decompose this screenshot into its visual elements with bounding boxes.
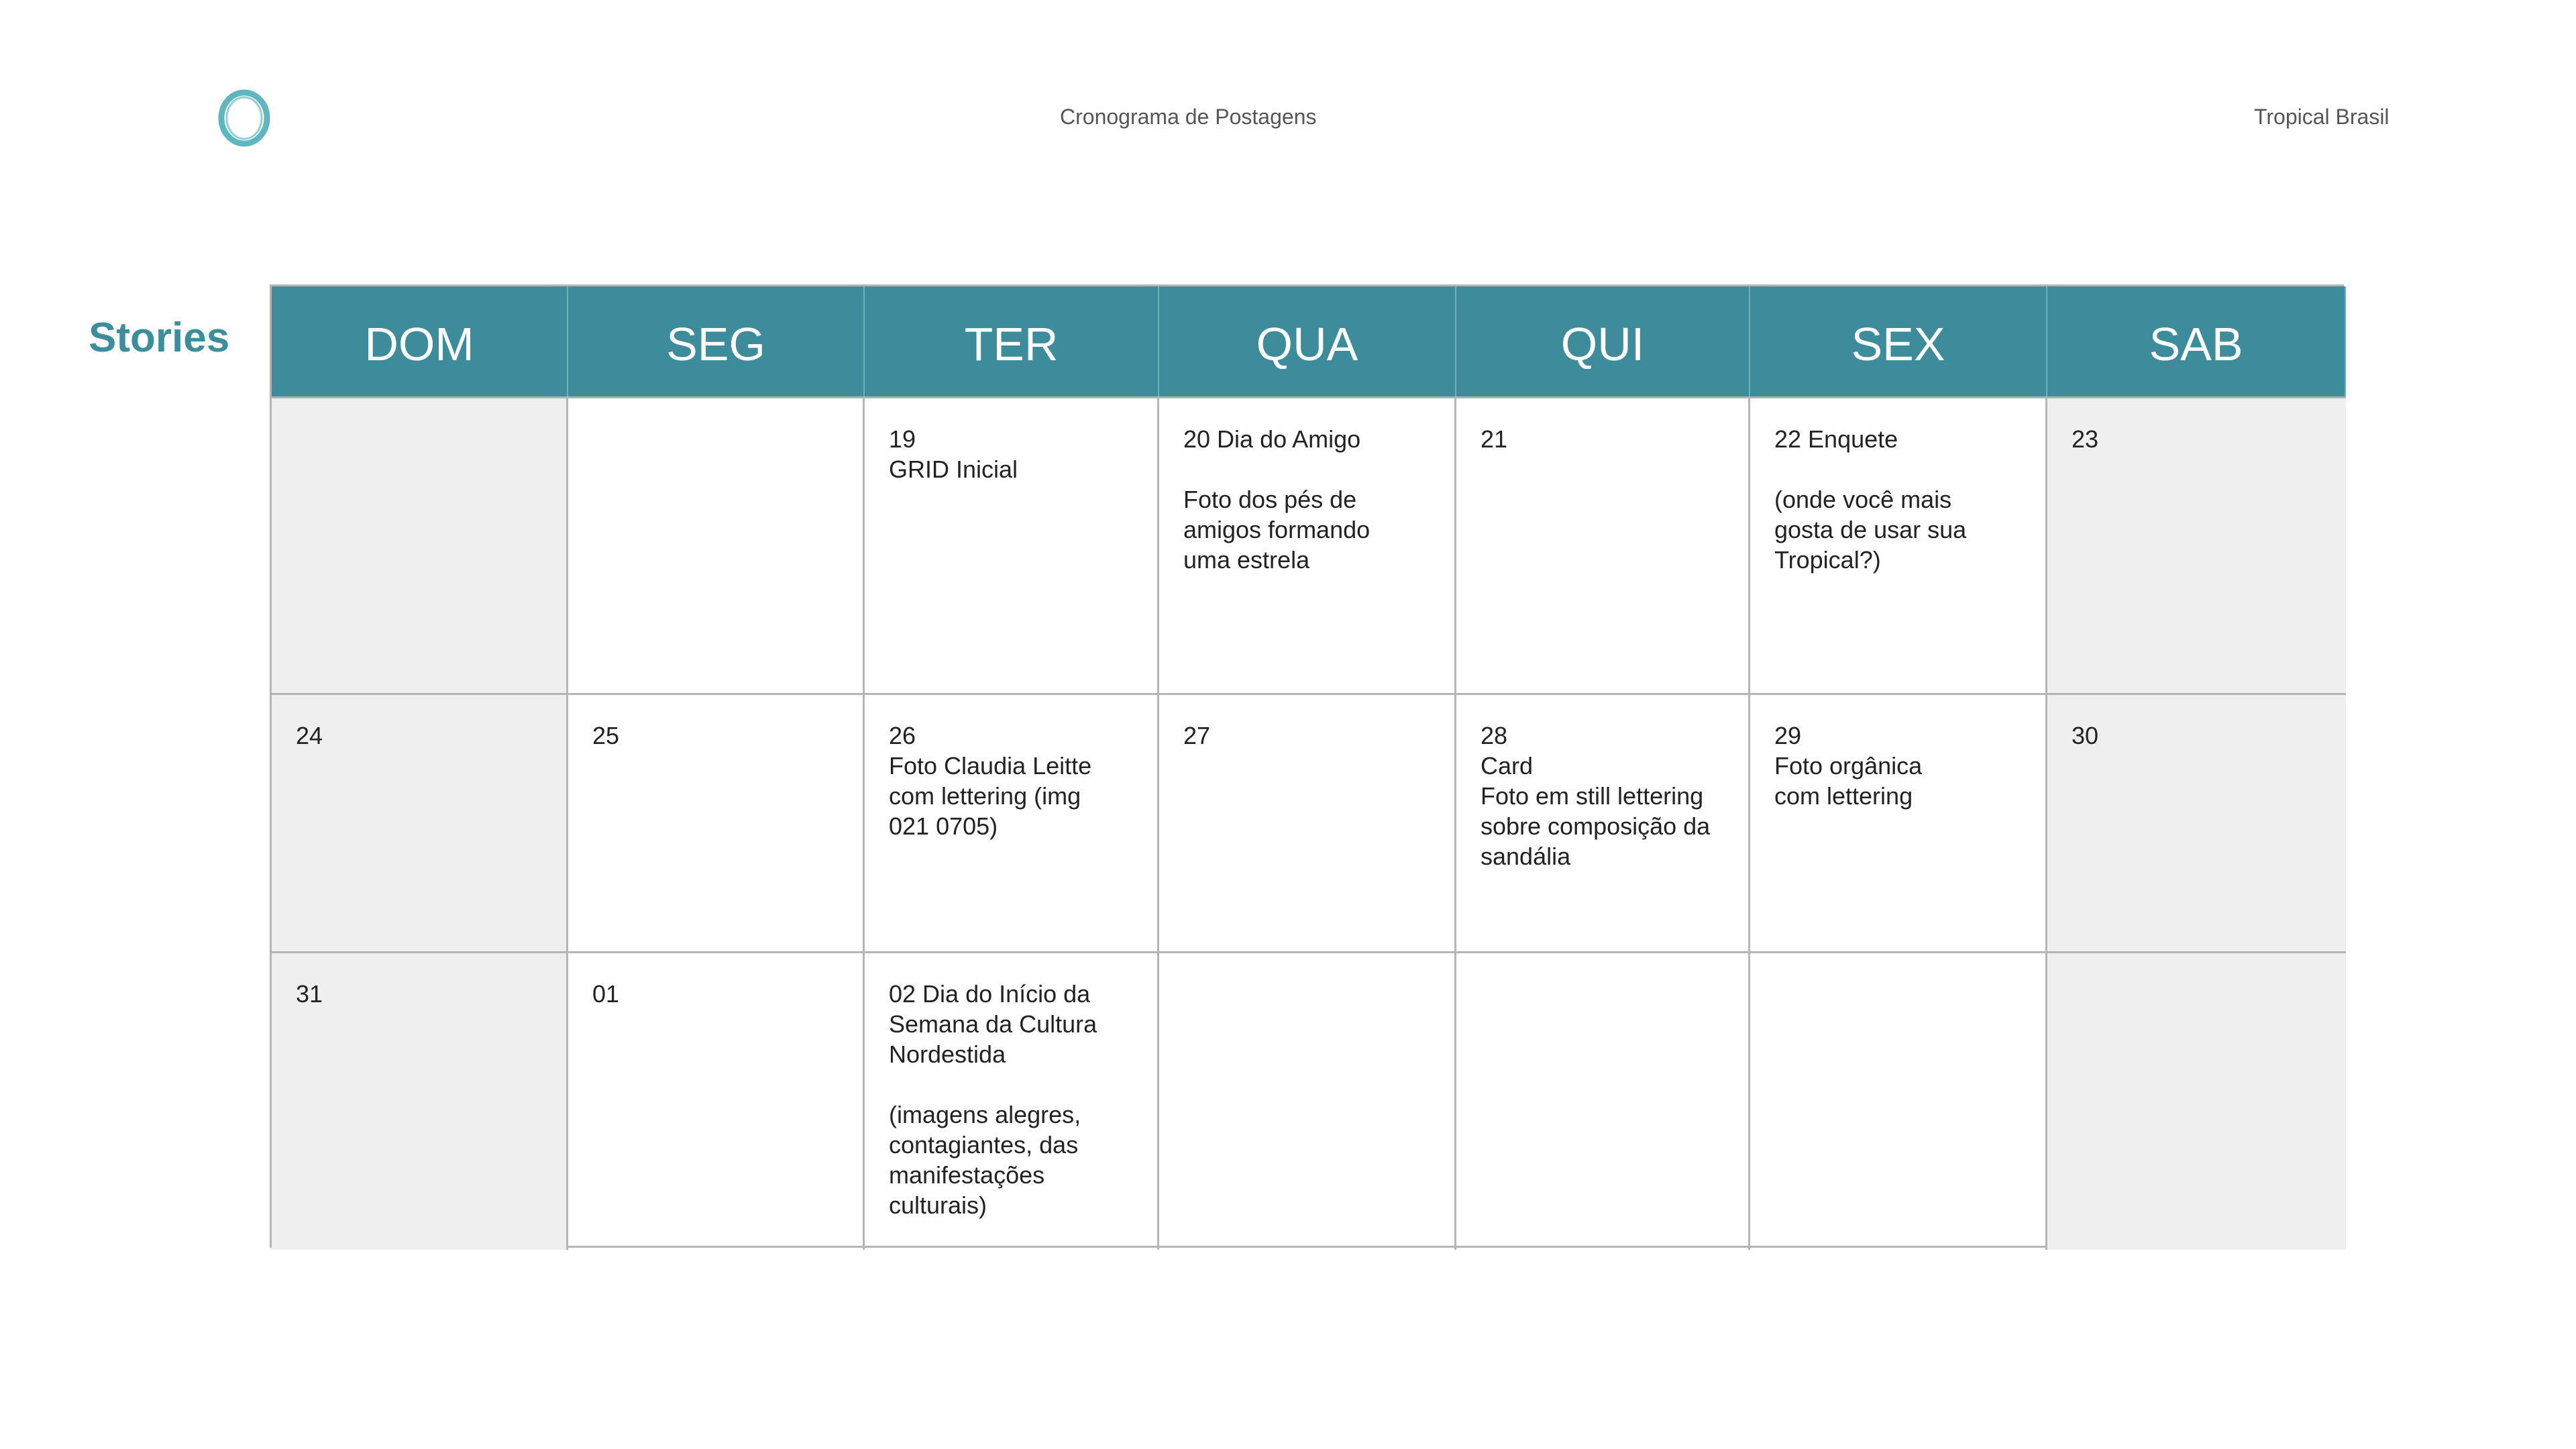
- calendar-cell: [2047, 951, 2346, 1250]
- calendar-cell: [568, 396, 865, 693]
- document-title: Cronograma de Postagens: [1060, 105, 1317, 129]
- calendar-cell: [1456, 951, 1750, 1250]
- calendar-cell: 22 Enquete (onde você mais gosta de usar sua Tropical?): [1750, 396, 2047, 693]
- logo: [215, 89, 274, 148]
- calendar-cell: 26 Foto Claudia Leitte com lettering (img 021 0705): [865, 693, 1159, 951]
- calendar-cell: 27: [1159, 693, 1456, 951]
- calendar-cell: 28 Card Foto em still lettering sobre composição da sandália: [1456, 693, 1750, 951]
- calendar-cell: 21: [1456, 396, 1750, 693]
- calendar-cell: [1159, 951, 1456, 1250]
- day-header-qua: QUA: [1159, 286, 1456, 396]
- calendar-cell: 23: [2047, 396, 2346, 693]
- day-header-sex: SEX: [1750, 286, 2047, 396]
- calendar-cell: 25: [568, 693, 865, 951]
- day-header-dom: DOM: [272, 286, 568, 396]
- calendar-cell: 02 Dia do Início da Semana da Cultura Nordestida (imagens alegres, contagiantes, das manifestações culturais): [865, 951, 1159, 1250]
- calendar-cell: 20 Dia do Amigo Foto dos pés de amigos formando uma estrela: [1159, 396, 1456, 693]
- day-header-ter: TER: [865, 286, 1159, 396]
- calendar-cell: [1750, 951, 2047, 1250]
- section-label: Stories: [89, 315, 230, 361]
- calendar-cell: 30: [2047, 693, 2346, 951]
- calendar-cell: 24: [272, 693, 568, 951]
- day-header-qui: QUI: [1456, 286, 1750, 396]
- calendar-grid: [270, 284, 2344, 1248]
- calendar-cell: 29 Foto orgânica com lettering: [1750, 693, 2047, 951]
- day-header-seg: SEG: [568, 286, 865, 396]
- day-header-sab: SAB: [2047, 286, 2346, 396]
- calendar-cell: 19 GRID Inicial: [865, 396, 1159, 693]
- calendar-cell: 31: [272, 951, 568, 1250]
- calendar-cell: [272, 396, 568, 693]
- brand-name: Tropical Brasil: [2254, 105, 2390, 129]
- circle-ring-logo-icon: [215, 89, 274, 148]
- calendar-cell: 01: [568, 951, 865, 1250]
